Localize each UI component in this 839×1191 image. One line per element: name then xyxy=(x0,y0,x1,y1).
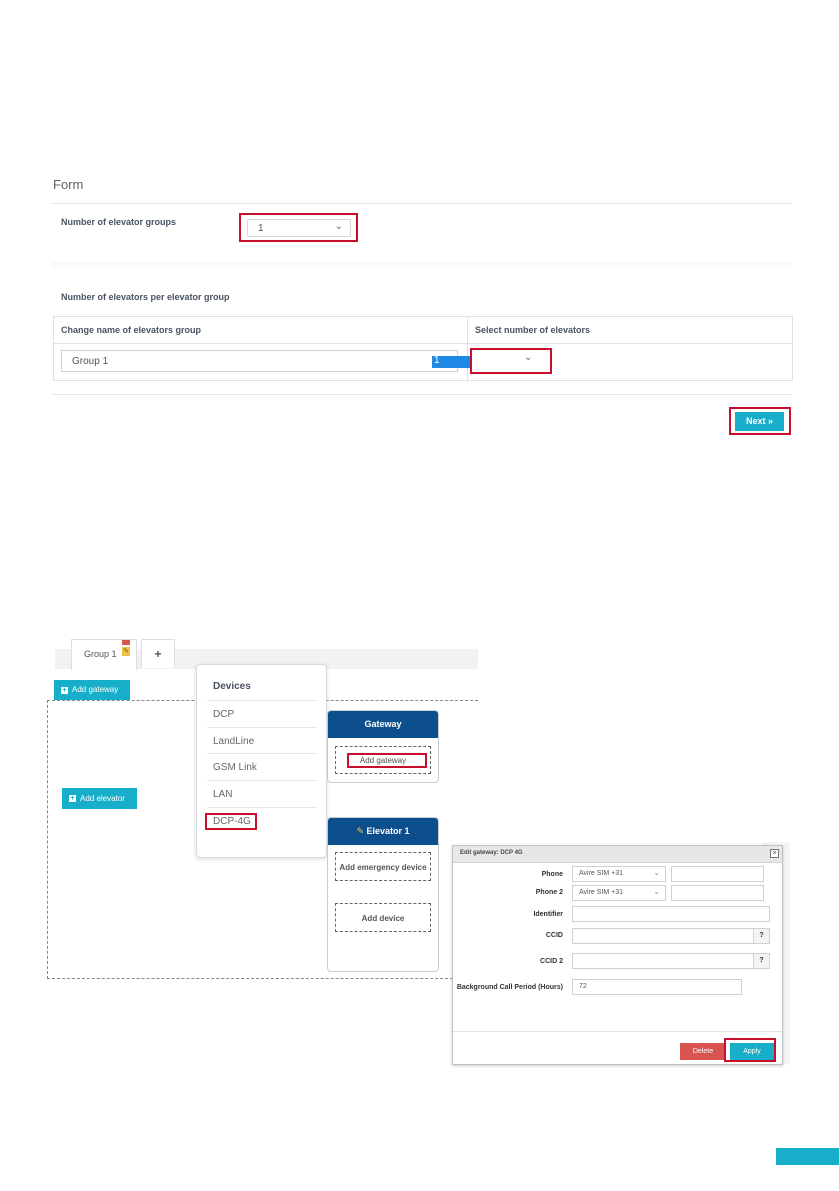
highlight-box xyxy=(724,1038,776,1062)
devices-title: Devices xyxy=(213,681,251,692)
group-name-input[interactable] xyxy=(61,350,458,372)
edit-gateway-dialog xyxy=(452,845,783,1065)
highlight-box xyxy=(205,813,257,830)
divider xyxy=(207,727,317,728)
plus-icon: + xyxy=(70,795,75,802)
remove-icon[interactable] xyxy=(122,640,130,645)
next-button[interactable]: Next » xyxy=(735,412,784,431)
device-item-lan[interactable]: LAN xyxy=(213,789,233,800)
phone-select[interactable] xyxy=(572,866,666,882)
add-elevator-label: Add elevator xyxy=(80,794,125,803)
phone-2-number-input[interactable] xyxy=(671,885,764,901)
column-divider xyxy=(467,317,468,380)
add-elevator-button[interactable] xyxy=(62,788,137,809)
pencil-icon[interactable]: ✎ xyxy=(356,826,364,836)
phone-2-label: Phone 2 xyxy=(535,889,563,896)
form-divider xyxy=(52,203,792,204)
background-call-period-label: Background Call Period (Hours) xyxy=(456,984,563,991)
plus-icon: + xyxy=(62,687,67,694)
device-item-dcp-4g[interactable]: DCP-4G xyxy=(213,816,251,827)
elevator-count-select[interactable] xyxy=(432,356,472,368)
form-divider xyxy=(52,394,792,395)
divider xyxy=(207,807,317,808)
column-header-count: Select number of elevators xyxy=(475,325,591,335)
ccid-2-help-icon[interactable]: ? xyxy=(753,953,770,969)
background-call-period-value: 72 xyxy=(579,983,587,990)
identifier-input[interactable] xyxy=(572,906,770,922)
close-icon[interactable]: × xyxy=(770,849,779,858)
group-name-value: Group 1 xyxy=(72,356,109,367)
chevron-down-icon: ⌄ xyxy=(334,221,343,232)
apply-button[interactable]: Apply xyxy=(730,1043,774,1060)
ccid-help-icon[interactable]: ? xyxy=(753,928,770,944)
elevator-count-value: 1 xyxy=(434,355,440,366)
phone-number-input[interactable] xyxy=(671,866,764,882)
highlight-box xyxy=(347,753,427,768)
dialog-title: Edit gateway: DCP 4G xyxy=(460,850,523,856)
elevator-card xyxy=(327,817,439,972)
highlight-box xyxy=(729,407,791,435)
delete-button[interactable]: Delete xyxy=(680,1043,726,1060)
add-gateway-slot[interactable]: Add gateway xyxy=(335,746,431,774)
highlight-box xyxy=(239,213,358,242)
device-item-gsm-link[interactable]: GSM Link xyxy=(213,762,257,773)
add-emergency-device-slot[interactable]: Add emergency device xyxy=(335,852,431,881)
pencil-icon[interactable]: ✎ xyxy=(123,648,129,655)
add-gateway-button[interactable] xyxy=(54,680,130,700)
per-group-label: Number of elevators per elevator group xyxy=(61,292,230,302)
chevron-down-icon: ⌄ xyxy=(653,868,660,877)
phone-label: Phone xyxy=(541,871,563,878)
identifier-label: Identifier xyxy=(533,911,563,918)
add-tab-button[interactable]: + xyxy=(141,639,175,668)
tab-label: Group 1 xyxy=(84,649,117,659)
chevron-down-icon: ⌄ xyxy=(653,887,660,896)
form-title: Form xyxy=(53,177,84,192)
device-item-landline[interactable]: LandLine xyxy=(213,736,255,747)
phone-2-value: Avire SIM +31 xyxy=(579,889,624,896)
add-gateway-label: Add gateway xyxy=(72,685,119,694)
background-call-period-input[interactable] xyxy=(572,979,742,995)
divider xyxy=(207,700,317,701)
ccid-label: CCID xyxy=(545,932,563,939)
elevator-card-header xyxy=(328,818,438,845)
dialog-footer-divider xyxy=(453,1031,782,1032)
page-marker-tab xyxy=(776,1148,839,1165)
add-device-slot[interactable]: Add device xyxy=(335,903,431,932)
groups-label: Number of elevator groups xyxy=(61,217,177,227)
elevator-card-title: Elevator 1 xyxy=(366,826,410,836)
ccid-2-input[interactable] xyxy=(572,953,754,969)
highlight-box xyxy=(470,348,552,374)
column-header-name: Change name of elevators group xyxy=(61,325,202,335)
divider xyxy=(207,753,317,754)
chevron-down-icon: ⌄ xyxy=(524,352,533,363)
ccid-2-label: CCID 2 xyxy=(540,958,563,965)
gateway-card-title: Gateway xyxy=(328,711,438,738)
phone-2-select[interactable] xyxy=(572,885,666,901)
ccid-input[interactable] xyxy=(572,928,754,944)
groups-select-value: 1 xyxy=(258,223,264,234)
divider xyxy=(207,780,317,781)
device-item-dcp[interactable]: DCP xyxy=(213,709,235,720)
phone-value: Avire SIM +31 xyxy=(579,870,624,877)
section-separator xyxy=(52,262,792,270)
elevator-groups-table xyxy=(53,316,793,381)
